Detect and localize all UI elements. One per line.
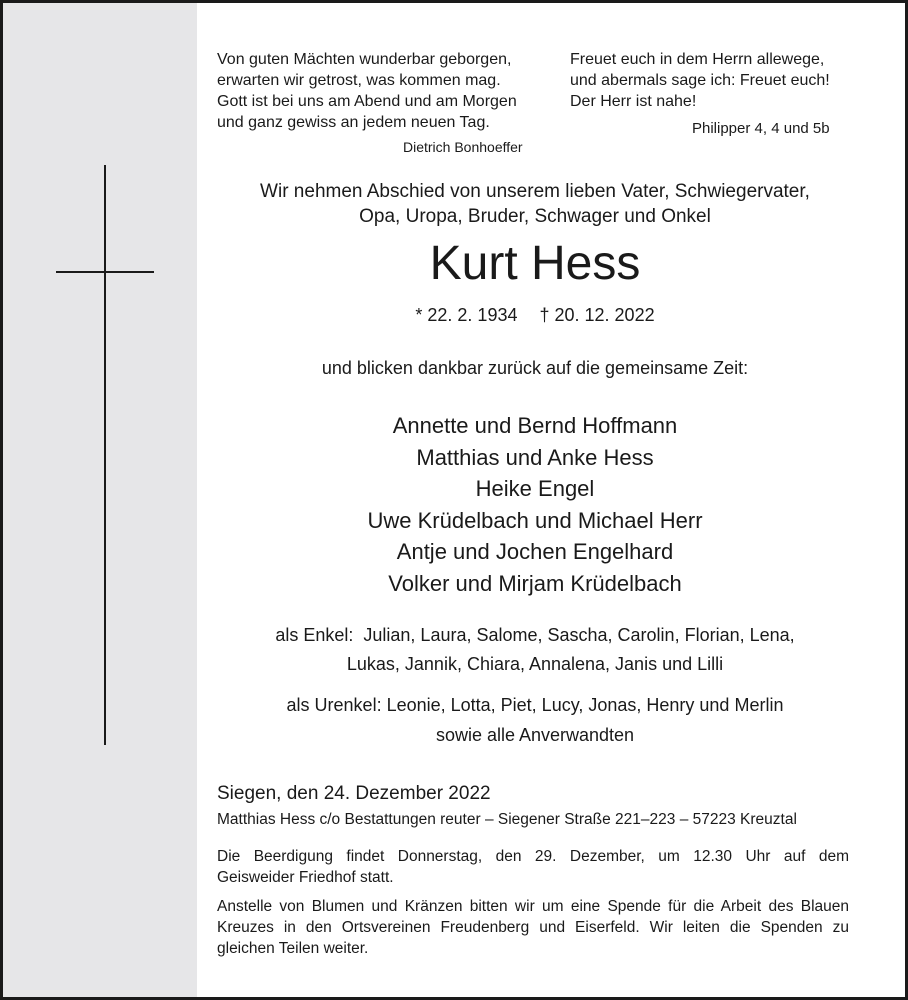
contact-address: Matthias Hess c/o Bestattungen reuter – Siegener Straße 221–223 – 57223 Kreuztal — [217, 811, 797, 828]
quote-reference: Philipper 4, 4 und 5b — [692, 120, 830, 137]
funeral-line: Die Beerdigung findet Donnerstag, den 29. Dezember, um 12.30 Uhr auf dem — [217, 848, 849, 865]
great-grandchildren-line: als Urenkel: Leonie, Lotta, Piet, Lucy, Jonas, Henry und Merlin — [286, 695, 784, 715]
sidebar-panel — [3, 3, 197, 997]
bonhoeffer-quote — [217, 49, 557, 155]
deceased-name: Kurt Hess — [429, 237, 641, 290]
quote-line: Der Herr ist nahe! — [570, 93, 697, 110]
gratitude-line: und blicken dankbar zurück auf die gemeinsame Zeit: — [321, 358, 749, 378]
donation-line: gleichen Teilen weiter. — [217, 940, 369, 957]
funeral-info — [217, 846, 849, 888]
death-date: † 20. 12. 2022 — [539, 305, 655, 325]
donation-line: Anstelle von Blumen und Kränzen bitten wir um eine Spende für die Arbeit des Blauen — [217, 898, 849, 915]
intro-text — [197, 179, 873, 229]
family-member: Annette und Bernd Hoffmann — [392, 413, 678, 438]
cross-icon-bar — [56, 271, 154, 273]
life-dates — [197, 303, 873, 327]
intro-line: Wir nehmen Abschied von unserem lieben Vater, Schwiegervater, — [260, 181, 810, 202]
funeral-line: Geisweider Friedhof statt. — [217, 869, 394, 886]
quote-line: erwarten wir getrost, was kommen mag. — [217, 72, 501, 89]
relatives-line: sowie alle Anverwandten — [435, 725, 635, 745]
grandchildren-list — [197, 621, 873, 679]
family-list — [197, 410, 873, 599]
quote-line: Gott ist bei uns am Abend und am Morgen — [217, 93, 517, 110]
notice-content — [197, 3, 905, 997]
cross-icon — [104, 165, 106, 745]
family-member: Matthias und Anke Hess — [416, 444, 654, 470]
intro-line: Opa, Uropa, Bruder, Schwager und Onkel — [359, 206, 711, 227]
quote-line: und ganz gewiss an jedem neuen Tag. — [217, 114, 490, 131]
birth-date: * 22. 2. 1934 — [415, 305, 518, 325]
grandchildren-line: Lukas, Jannik, Chiara, Annalena, Janis und Lilli — [346, 654, 724, 674]
family-member: Uwe Krüdelbach und Michael Herr — [367, 507, 703, 533]
place-date: Siegen, den 24. Dezember 2022 — [217, 783, 491, 804]
family-member: Antje und Jochen Engelhard — [396, 539, 674, 564]
family-member: Heike Engel — [475, 476, 595, 501]
bible-quote — [570, 49, 860, 137]
grandchildren-line: als Enkel: Julian, Laura, Salome, Sascha, Carolin, Florian, Lena, — [275, 625, 795, 645]
donation-info — [217, 896, 849, 959]
family-member: Volker und Mirjam Krüdelbach — [388, 570, 682, 596]
quote-line: Von guten Mächten wunderbar geborgen, — [217, 51, 512, 68]
quote-author: Dietrich Bonhoeffer — [403, 139, 523, 155]
quote-line: und abermals sage ich: Freuet euch! — [570, 72, 830, 89]
donation-line: Kreuzes in den Ortsvereinen Freudenberg und Eiserfeld. Wir leiten die Spenden zu — [217, 919, 849, 936]
quote-line: Freuet euch in dem Herrn allewege, — [570, 51, 825, 68]
great-grandchildren-list — [197, 690, 873, 750]
